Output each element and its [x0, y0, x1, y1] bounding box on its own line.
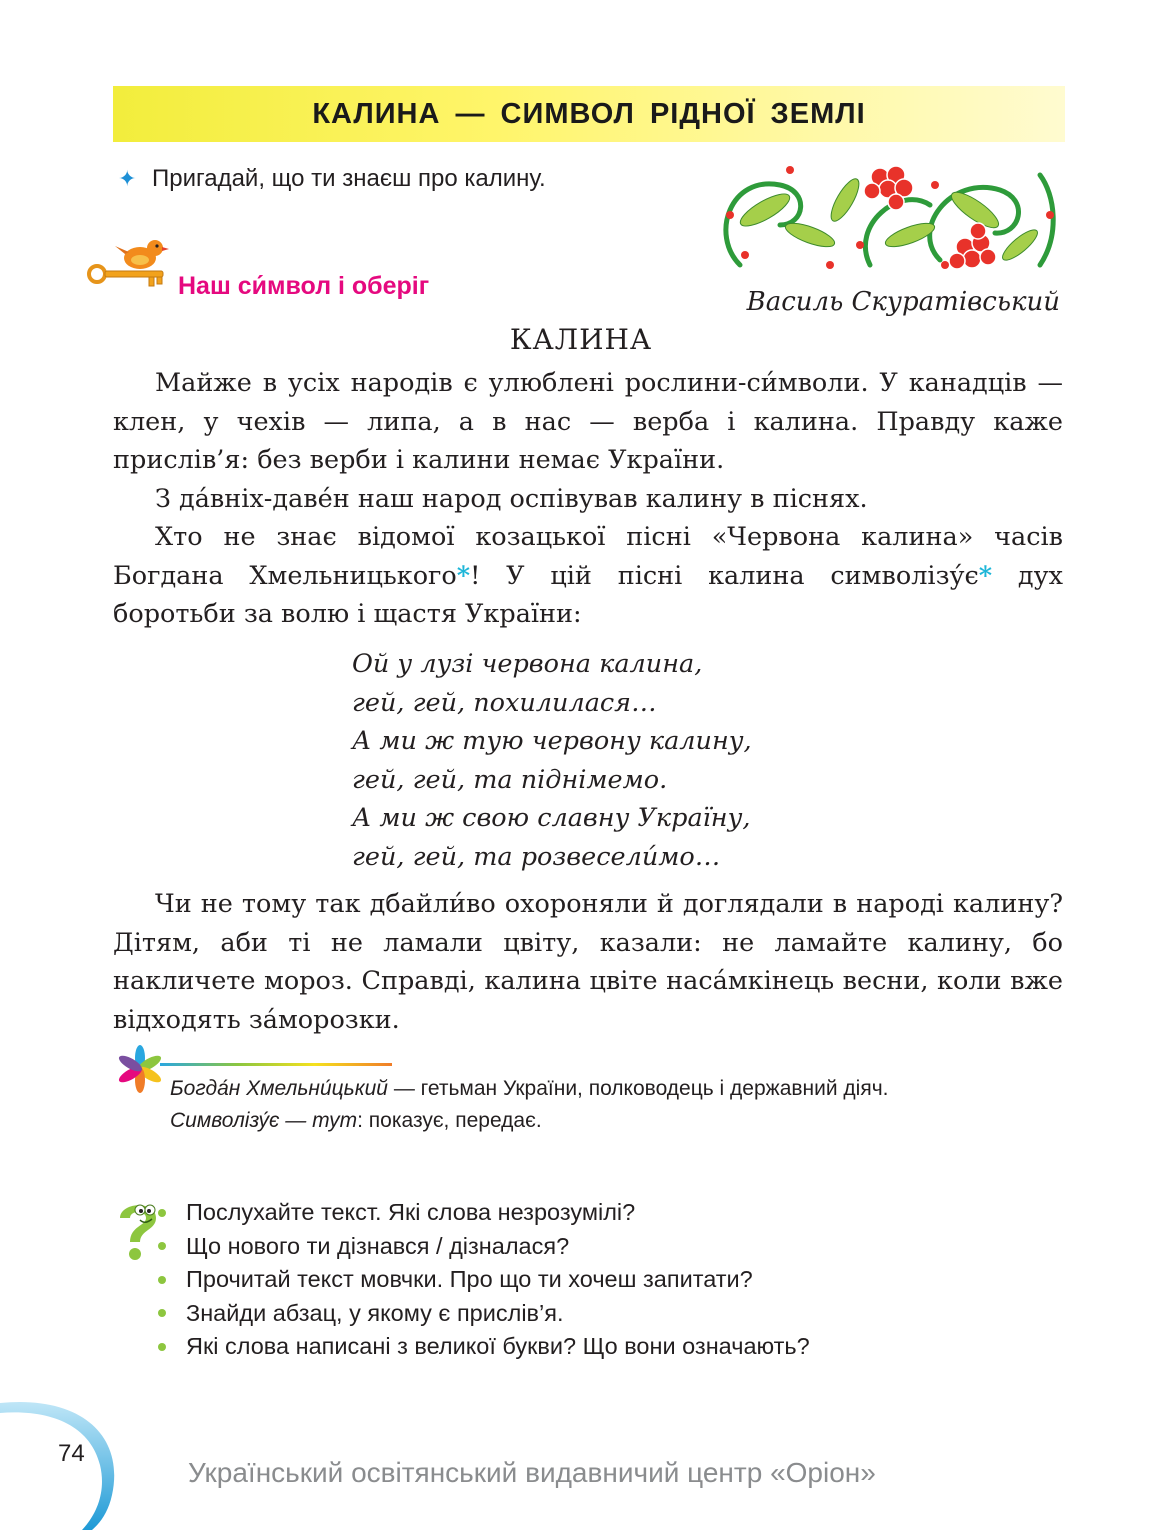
paragraph-text: ! У цій пісні калина символізу́є — [470, 560, 979, 591]
list-item — [158, 1297, 810, 1331]
bullet — [158, 1242, 166, 1250]
poem-line: А ми ж тую червону калину, — [352, 726, 752, 756]
sparkle-icon: ✦ — [118, 166, 137, 191]
paragraph: Чи не тому так дбайли́во охороняли й доглядали в народі калину? Дітям, аби ті не ламали цвіту, казали: не ламайте калину, бо накличете мороз. Справді, калина цвіте наса́мкінець весни, коли вже відходять за́морозки. — [113, 889, 1063, 1035]
question-text: Прочитай текст мовчки. Про що ти хочеш запитати? — [186, 1266, 753, 1292]
story-text-end — [113, 885, 1063, 1039]
author-name: Василь Скуратівський — [746, 287, 1060, 317]
list-item — [158, 1330, 810, 1364]
publisher-name: Український освітянський видавничий центр «Оріон» — [188, 1457, 876, 1488]
footnote-asterisk: * — [456, 560, 471, 591]
paragraph-text: дух боротьби за волю і щастя України: — [113, 560, 1063, 629]
list-item — [158, 1196, 810, 1230]
glossary-term: Богда́н Хмельни́цький — [170, 1077, 388, 1100]
question-text: Знайди абзац, у якому є прислів’я. — [186, 1299, 564, 1326]
bullet — [158, 1343, 166, 1351]
list-item — [158, 1230, 810, 1264]
bullet — [158, 1209, 166, 1217]
recall-prompt — [118, 165, 546, 193]
question-text: Послухайте текст. Які слова незрозумілі? — [186, 1199, 636, 1225]
page-title: КАЛИНА — СИМВОЛ РІДНОЇ ЗЕМЛІ — [312, 97, 866, 130]
footnote-asterisk: * — [978, 560, 993, 591]
glossary-definition: — гетьман України, полководець і державний діяч. — [387, 1077, 889, 1100]
recall-text: Пригадай, що ти знаєш про калину. — [152, 165, 546, 192]
paragraph: Майже в усіх народів є улюблені рослини-си́мволи. У канадців — клен, у чехів — липа, а в нас — верба і калина. Правду каже прислів’я: без верби і калини немає України. — [113, 368, 1063, 475]
poem-line: гей, гей, та піднімемо. — [352, 764, 668, 795]
question-text: Які слова написані з великої букви? Що вони означають? — [186, 1333, 810, 1359]
paragraph — [113, 518, 1063, 634]
poem-line: гей, гей, та розвесели́мо… — [352, 841, 721, 872]
glossary-term: Символізу́є — тут — [170, 1109, 358, 1132]
glossary-entry — [170, 1105, 1060, 1137]
glossary-definition: : показує, передає. — [357, 1109, 542, 1132]
question-mark-icon — [112, 1198, 164, 1264]
section-heading: Наш си́мвол і оберіг — [178, 272, 430, 300]
glossary-entry — [170, 1073, 1060, 1105]
paragraph-text: Хто не знає відомої козацької пісні «Червона калина» часів Богдана Хмельницького — [113, 522, 1063, 591]
title-banner — [113, 86, 1065, 142]
poem-line: гей, гей, похилилася… — [352, 687, 657, 718]
page-number: 74 — [58, 1440, 85, 1467]
paragraph: З да́вніх-даве́н наш народ оспівував калину в піснях. — [155, 483, 868, 514]
story-text — [113, 364, 1063, 634]
bullet — [158, 1276, 166, 1284]
pinwheel-icon — [114, 1045, 166, 1093]
kalyna-ornament — [710, 155, 1062, 280]
story-title: КАЛИНА — [509, 323, 653, 356]
bullet — [158, 1309, 166, 1317]
glossary — [170, 1073, 1060, 1137]
list-item — [158, 1263, 810, 1297]
bird-key-icon — [85, 232, 177, 292]
question-list — [158, 1196, 810, 1364]
poem-line: А ми ж свою славну Україну, — [352, 803, 751, 833]
poem — [352, 645, 752, 876]
question-text: Що нового ти дізнався / дізналася? — [186, 1232, 570, 1259]
poem-line: Ой у лузі червона калина, — [352, 649, 703, 679]
glossary-divider — [160, 1063, 392, 1066]
